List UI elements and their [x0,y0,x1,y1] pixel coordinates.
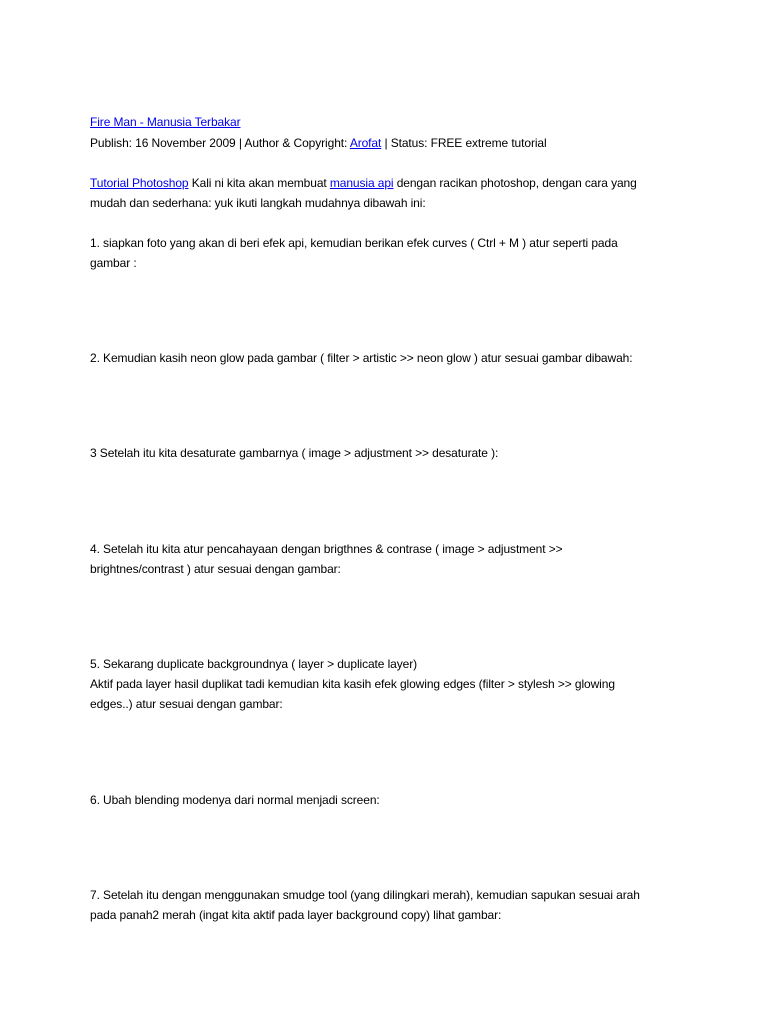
step-5-line-3: edges..) atur sesuai dengan gambar: [90,697,283,711]
publish-text: Publish: 16 November 2009 | Author & Copyright: [90,136,350,150]
tutorial-photoshop-link[interactable]: Tutorial Photoshop [90,176,189,190]
step-7-line-1: 7. Setelah itu dengan menggunakan smudge tool (yang dilingkari merah), kemudian sapukan sesuai arah [90,888,640,902]
step-1-line-2: gambar : [90,256,137,270]
title-link[interactable]: Fire Man - Manusia Terbakar [90,115,241,129]
author-link[interactable]: Arofat [349,136,382,150]
step-3-text: 3 Setelah itu kita desaturate gambarnya ( image > adjustment >> desaturate ): [90,446,499,460]
status-text: | Status: FREE extreme tutorial [381,136,547,150]
step-2-text: 2. Kemudian kasih neon glow pada gambar ( filter > artistic >> neon glow ) atur sesuai gambar dibawah: [90,351,633,365]
step-5-line-2: Aktif pada layer hasil duplikat tadi kemudian kita kasih efek glowing edges (filter > stylesh >> glowing [90,677,615,691]
step-6-text: 6. Ubah blending modenya dari normal menjadi screen: [90,793,380,807]
step-4-line-1: 4. Setelah itu kita atur pencahayaan dengan brigthnes & contrase ( image > adjustment >> [90,542,563,556]
step-7-line-2: pada panah2 merah (ingat kita aktif pada layer background copy) lihat gambar: [90,908,502,922]
meta-line [90,135,547,151]
step-5-line-1: 5. Sekarang duplicate backgroundnya ( layer > duplicate layer) [90,657,417,671]
step-4-line-2: brightnes/contrast ) atur sesuai dengan gambar: [90,562,341,576]
intro-line-1 [90,175,637,191]
intro-text-2: dengan racikan photoshop, dengan cara yang [393,176,637,190]
intro-text-1: Kali ni kita akan membuat [188,176,330,190]
intro-line-2: mudah dan sederhana: yuk ikuti langkah mudahnya dibawah ini: [90,196,426,210]
step-1-line-1: 1. siapkan foto yang akan di beri efek api, kemudian berikan efek curves ( Ctrl + M ) atur seperti pada [90,236,618,250]
title-line [90,114,240,130]
manusia-api-link[interactable]: manusia api [329,176,394,190]
